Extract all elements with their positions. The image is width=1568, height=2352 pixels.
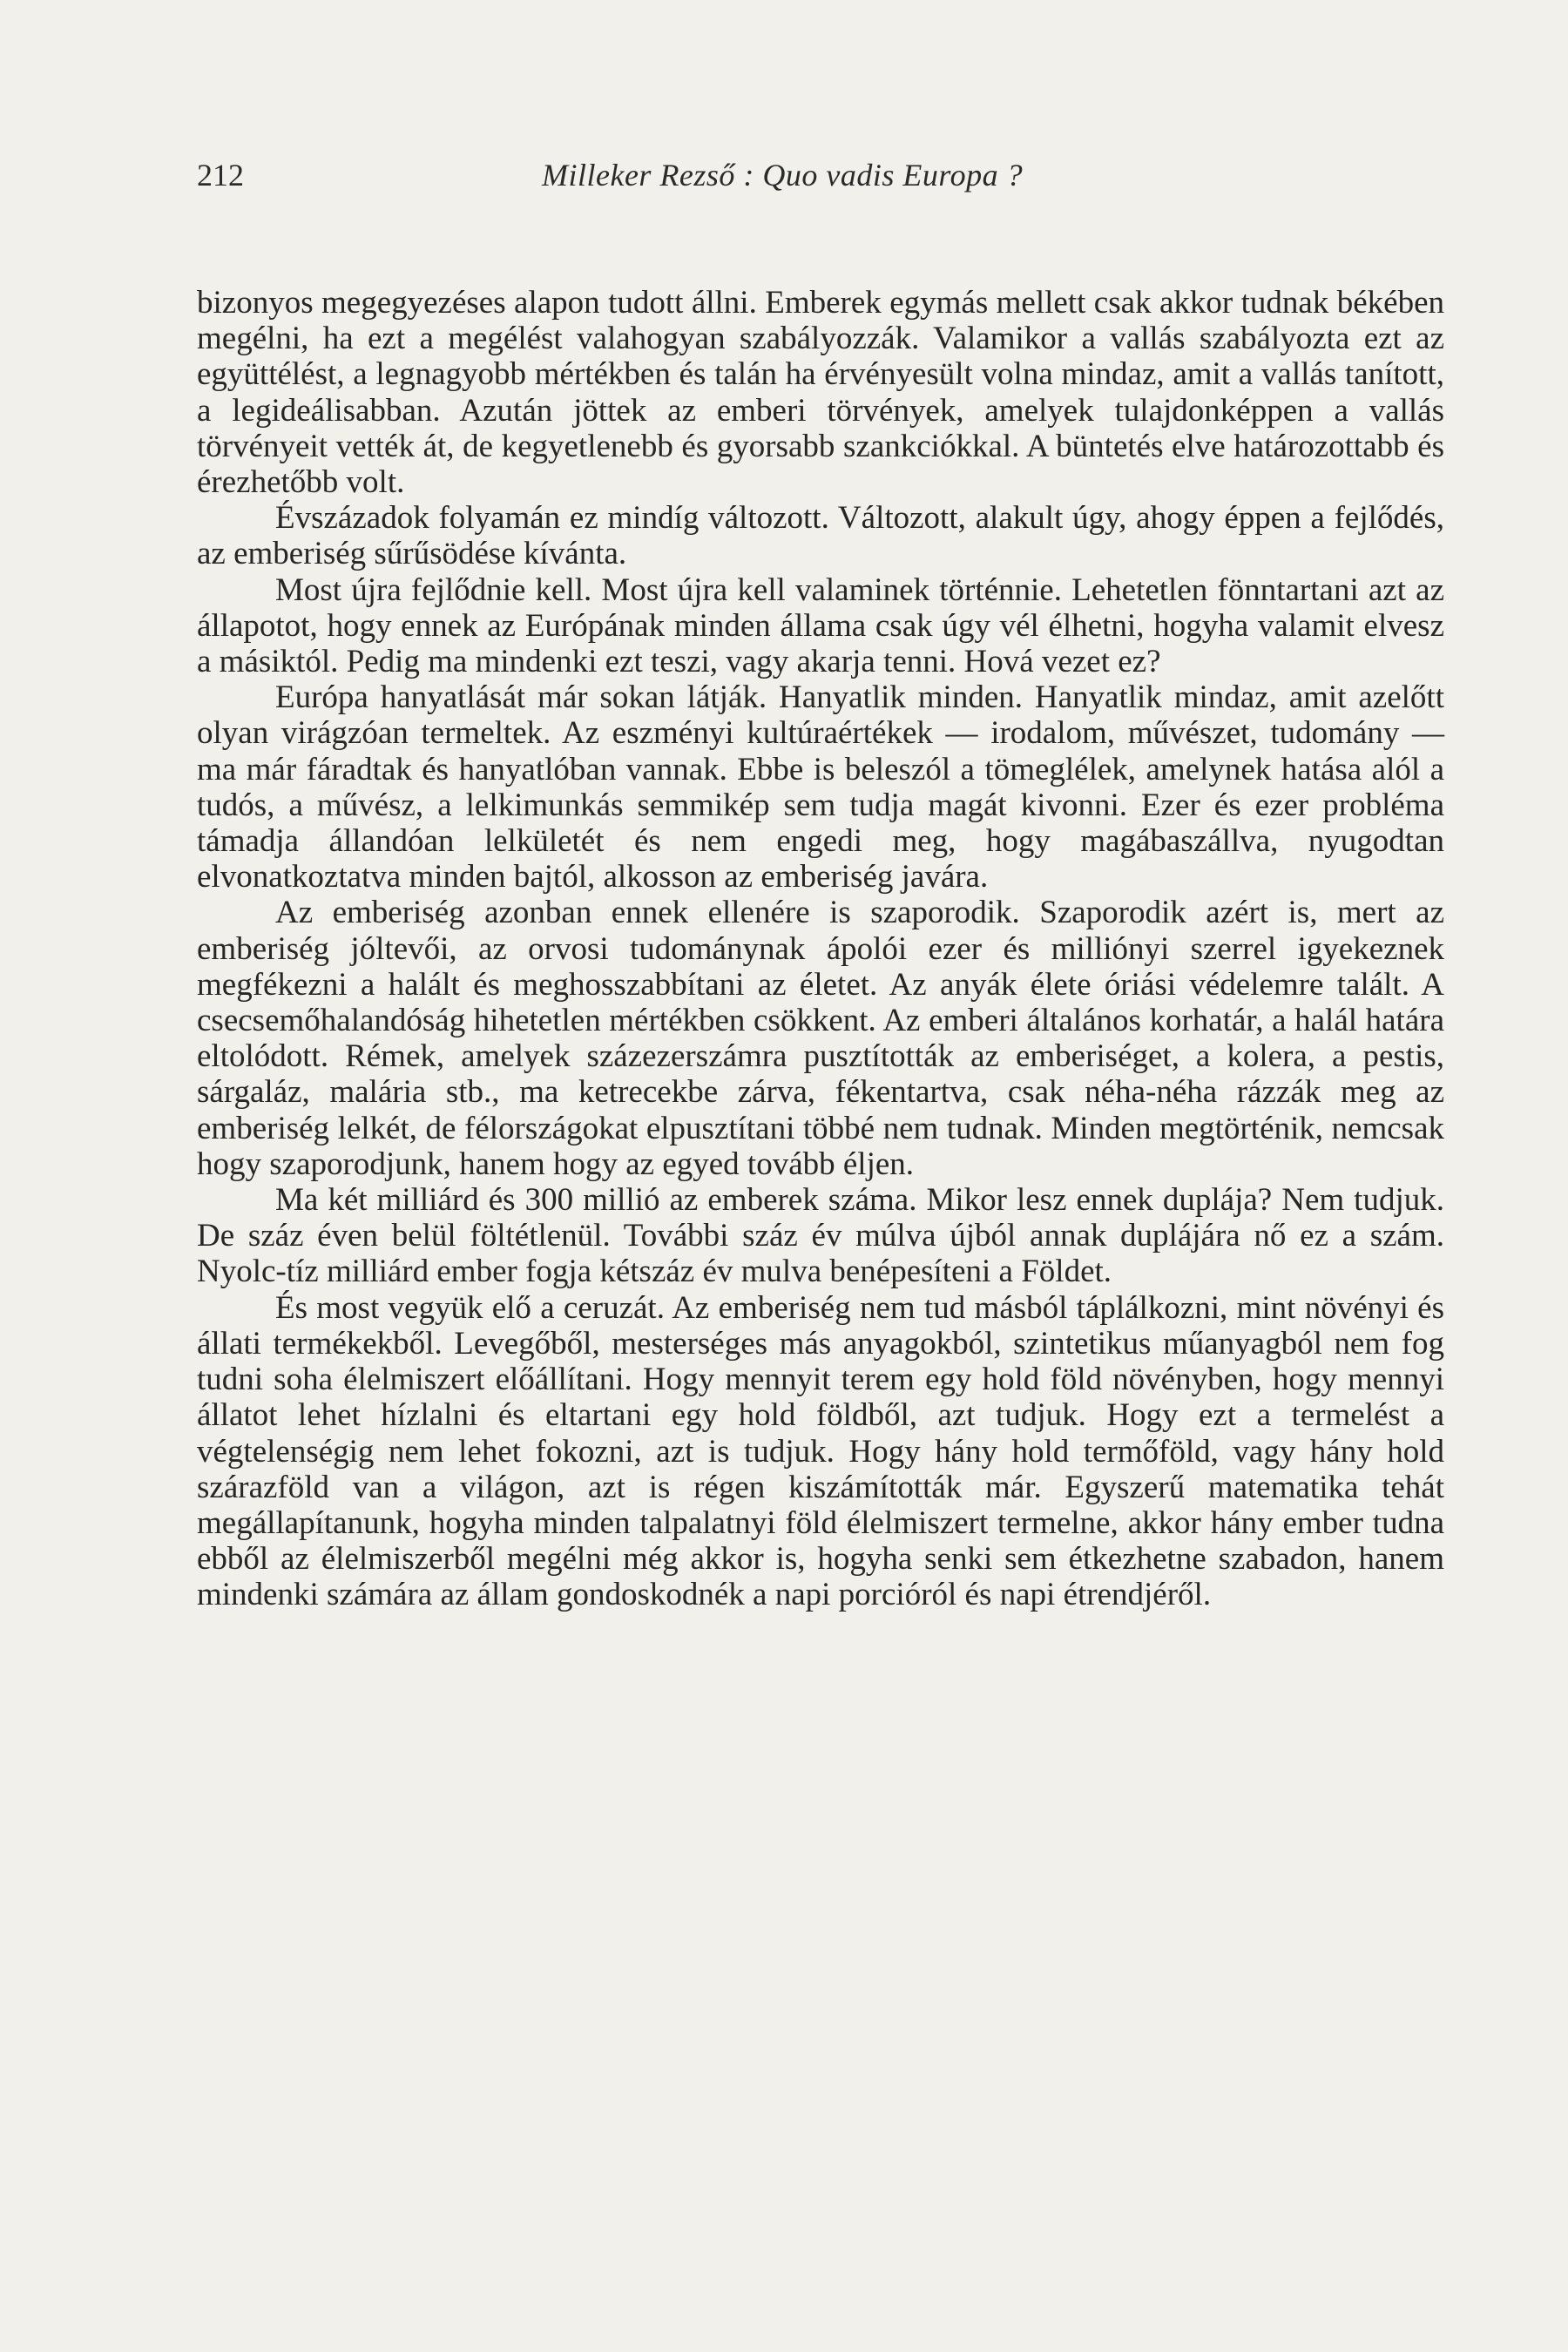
paragraph: Évszázadok folyamán ez mindíg változott. Változott, alakult úgy, ahogy éppen a fejlődés, az emberiség sűrűsödése kívánta. xyxy=(197,500,1444,572)
paragraph: Most újra fejlődnie kell. Most újra kell valaminek történnie. Lehetetlen fönntartani azt az állapotot, hogy ennek az Európának minden állama csak úgy vél élhetni, hogyha valamit elvesz a másiktól. Pedig ma mindenki ezt teszi, vagy akarja tenni. Hová vezet ez? xyxy=(197,571,1444,680)
body-text xyxy=(197,285,1444,1613)
paragraph: Ma két milliárd és 300 millió az emberek száma. Mikor lesz ennek duplája? Nem tudjuk. De száz éven belül föltétlenül. További száz év múlva újból annak duplájára nő ez a szám. Nyolc-tíz milliárd ember fogja kétszáz év mulva benépesíteni a Földet. xyxy=(197,1182,1444,1290)
running-head xyxy=(197,157,1451,200)
paragraph: Európa hanyatlását már sokan látják. Hanyatlik minden. Hanyatlik mindaz, amit azelőtt olyan virágzóan termeltek. Az eszményi kultúraértékek — irodalom, művészet, tudomány — ma már fáradtak és hanyatlóban vannak. Ebbe is beleszól a tömeglélek, amelynek hatása alól a tudós, a művész, a lelkimunkás semmikép sem tudja magát kivonni. Ezer és ezer probléma támadja állandóan lelkületét és nem engedi meg, hogy magábaszállva, nyugodtan elvonatkoztatva minden bajtól, alkosson az emberiség javára. xyxy=(197,679,1444,896)
paragraph: bizonyos megegyezéses alapon tudott állni. Emberek egymás mellett csak akkor tudnak békében megélni, ha ezt a megélést valahogyan szabályozzák. Valamikor a vallás szabályozta ezt az együttélést, a legnagyobb mértékben és talán ha érvényesült volna mindaz, amit a vallás tanított, a legideálisabban. Azután jöttek az emberi törvények, amelyek tulajdonképpen a vallás törvényeit vették át, de kegyetlenebb és gyorsabb szankciókkal. A büntetés elve határozottabb és érezhetőbb volt. xyxy=(197,285,1444,501)
running-title: Milleker Rezső : Quo vadis Europa ? xyxy=(542,158,1024,193)
paragraph: Az emberiség azonban ennek ellenére is szaporodik. Szaporodik azért is, mert az emberiség jóltevői, az orvosi tudománynak ápolói ezer és milliónyi szerrel igyekeznek megfékezni a halált és meghosszabbítani az életet. Az anyák élete óriási védelemre talált. A csecsemőhalandóság hihetetlen mértékben csökkent. Az emberi általános korhatár, a halál határa eltolódott. Rémek, amelyek százezerszámra pusztították az emberiséget, a kolera, a pestis, sárgaláz, malária stb., ma ketrecekbe zárva, fékentartva, csak néha-néha rázzák meg az emberiség lelkét, de félországokat elpusztítani többé nem tudnak. Minden megtörténik, nemcsak hogy szaporodjunk, hanem hogy az egyed tovább éljen. xyxy=(197,895,1444,1182)
paragraph: És most vegyük elő a ceruzát. Az emberiség nem tud másból táplálkozni, mint növényi és állati termékekből. Levegőből, mesterséges más anyagokból, szintetikus műanyagból nem fog tudni soha élelmiszert előállítani. Hogy mennyit terem egy hold föld növényben, hogy mennyi állatot lehet hízlalni és eltartani egy hold földből, azt tudjuk. Hogy ezt a termelést a végtelenségig nem lehet fokozni, azt is tudjuk. Hogy hány hold termőföld, vagy hány hold szárazföld van a világon, azt is régen kiszámították már. Egyszerű matematika tehát megállapítanunk, hogyha minden talpalatnyi föld élelmiszert termelne, akkor hány ember tudna ebből az élelmiszerből megélni még akkor is, hogyha senki sem étkezhetne szabadon, hanem mindenki számára az állam gondoskodnék a napi porcióról és napi étrendjéről. xyxy=(197,1289,1444,1613)
page-number: 212 xyxy=(197,158,244,193)
